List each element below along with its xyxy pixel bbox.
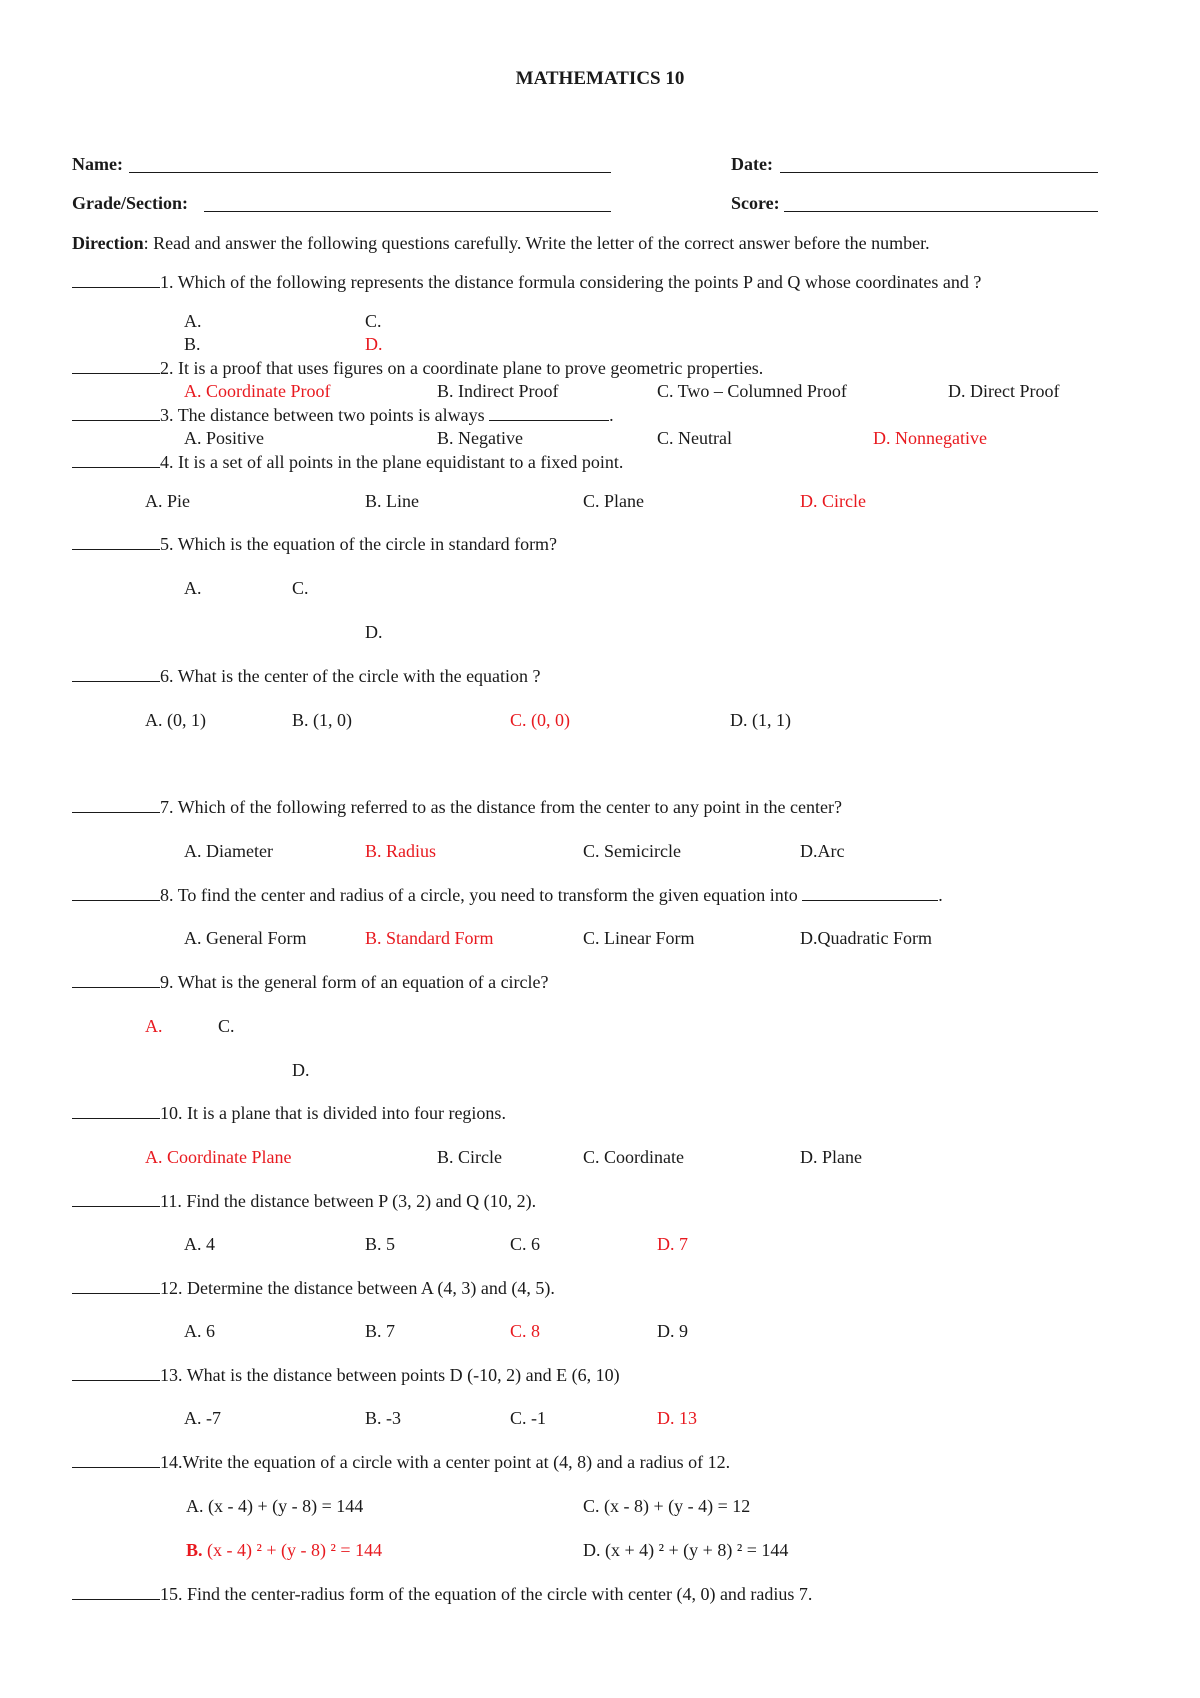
- option-14b[interactable]: B. (x - 4) ² + (y - 8) ² = 144: [186, 1540, 383, 1560]
- option-11b[interactable]: B. 5: [365, 1234, 396, 1254]
- option-7b[interactable]: B. Radius: [365, 841, 437, 861]
- question-4: 4. It is a set of all points in the plane equidistant to a fixed point.: [72, 451, 623, 473]
- option-6a[interactable]: A. (0, 1): [145, 710, 206, 730]
- option-5d[interactable]: D.: [365, 622, 383, 642]
- question-15: 15. Find the center-radius form of the equation of the circle with center (4, 0) and radius 7.: [72, 1583, 812, 1605]
- answer-blank-4[interactable]: [72, 467, 160, 468]
- option-10d[interactable]: D. Plane: [800, 1147, 862, 1167]
- answer-blank-15[interactable]: [72, 1599, 160, 1600]
- question-7: 7. Which of the following referred to as the distance from the center to any point in the center?: [72, 796, 842, 818]
- direction-text: : Read and answer the following questions carefully. Write the letter of the correct answer before the number.: [143, 233, 930, 253]
- score-label: Score:: [731, 193, 780, 213]
- option-9c[interactable]: C.: [218, 1016, 235, 1036]
- name-label: Name:: [72, 154, 123, 174]
- option-6b[interactable]: B. (1, 0): [292, 710, 352, 730]
- question-2: 2. It is a proof that uses figures on a coordinate plane to prove geometric properties.: [72, 357, 763, 379]
- option-2b[interactable]: B. Indirect Proof: [437, 381, 559, 401]
- page-title: MATHEMATICS 10: [515, 68, 685, 89]
- option-2c[interactable]: C. Two – Columned Proof: [657, 381, 847, 401]
- option-1d[interactable]: D.: [365, 334, 383, 354]
- answer-blank-14[interactable]: [72, 1467, 160, 1468]
- option-12d[interactable]: D. 9: [657, 1321, 688, 1341]
- option-3d[interactable]: D. Nonnegative: [873, 428, 987, 448]
- question-8: 8. To find the center and radius of a circle, you need to transform the given equation into .: [72, 884, 943, 906]
- grade-section-label: Grade/Section:: [72, 193, 188, 213]
- option-12b[interactable]: B. 7: [365, 1321, 396, 1341]
- fill-blank-8[interactable]: [802, 900, 938, 901]
- grade-section-field[interactable]: [204, 211, 611, 212]
- option-8b[interactable]: B. Standard Form: [365, 928, 494, 948]
- option-9a[interactable]: A.: [145, 1016, 163, 1036]
- option-6d[interactable]: D. (1, 1): [730, 710, 791, 730]
- answer-blank-2[interactable]: [72, 373, 160, 374]
- answer-blank-5[interactable]: [72, 549, 160, 550]
- answer-blank-1[interactable]: [72, 287, 160, 288]
- option-3a[interactable]: A. Positive: [184, 428, 265, 448]
- question-1: 1. Which of the following represents the distance formula considering the points P and Q whose coordinates and ?: [72, 271, 981, 293]
- question-12: 12. Determine the distance between A (4, 3) and (4, 5).: [72, 1277, 555, 1299]
- question-6: 6. What is the center of the circle with the equation ?: [72, 665, 541, 687]
- option-5c[interactable]: C.: [292, 578, 309, 598]
- option-4a[interactable]: A. Pie: [145, 491, 190, 511]
- option-4d[interactable]: D. Circle: [800, 491, 866, 511]
- option-10c[interactable]: C. Coordinate: [583, 1147, 684, 1167]
- answer-blank-6[interactable]: [72, 681, 160, 682]
- question-10: 10. It is a plane that is divided into four regions.: [72, 1102, 506, 1124]
- option-7d[interactable]: D.Arc: [800, 841, 845, 861]
- question-3: 3. The distance between two points is always .: [72, 404, 614, 426]
- name-field[interactable]: [129, 172, 611, 173]
- option-10b[interactable]: B. Circle: [437, 1147, 502, 1167]
- option-14c[interactable]: C. (x - 8) + (y - 4) = 12: [583, 1496, 751, 1516]
- answer-blank-7[interactable]: [72, 812, 160, 813]
- option-7a[interactable]: A. Diameter: [184, 841, 273, 861]
- option-4b[interactable]: B. Line: [365, 491, 419, 511]
- score-field[interactable]: [784, 211, 1098, 212]
- option-12c[interactable]: C. 8: [510, 1321, 541, 1341]
- question-14: 14.Write the equation of a circle with a center point at (4, 8) and a radius of 12.: [72, 1451, 730, 1473]
- option-10a[interactable]: A. Coordinate Plane: [145, 1147, 292, 1167]
- option-11a[interactable]: A. 4: [184, 1234, 215, 1254]
- option-13a[interactable]: A. -7: [184, 1408, 221, 1428]
- answer-blank-11[interactable]: [72, 1206, 160, 1207]
- option-1a[interactable]: A.: [184, 311, 202, 331]
- option-5a[interactable]: A.: [184, 578, 202, 598]
- option-13d[interactable]: D. 13: [657, 1408, 697, 1428]
- question-5: 5. Which is the equation of the circle in standard form?: [72, 533, 557, 555]
- option-7c[interactable]: C. Semicircle: [583, 841, 681, 861]
- option-11c[interactable]: C. 6: [510, 1234, 541, 1254]
- answer-blank-13[interactable]: [72, 1380, 160, 1381]
- question-11: 11. Find the distance between P (3, 2) and Q (10, 2).: [72, 1190, 536, 1212]
- answer-blank-12[interactable]: [72, 1293, 160, 1294]
- answer-blank-8[interactable]: [72, 900, 160, 901]
- option-14d[interactable]: D. (x + 4) ² + (y + 8) ² = 144: [583, 1540, 789, 1560]
- option-1c[interactable]: C.: [365, 311, 382, 331]
- date-label: Date:: [731, 154, 773, 174]
- option-11d[interactable]: D. 7: [657, 1234, 688, 1254]
- option-2a[interactable]: A. Coordinate Proof: [184, 381, 331, 401]
- option-8a[interactable]: A. General Form: [184, 928, 307, 948]
- answer-blank-10[interactable]: [72, 1118, 160, 1119]
- option-4c[interactable]: C. Plane: [583, 491, 644, 511]
- option-9d[interactable]: D.: [292, 1060, 310, 1080]
- option-14a[interactable]: A. (x - 4) + (y - 8) = 144: [186, 1496, 364, 1516]
- answer-blank-9[interactable]: [72, 987, 160, 988]
- question-13: 13. What is the distance between points D (-10, 2) and E (6, 10): [72, 1364, 620, 1386]
- option-13c[interactable]: C. -1: [510, 1408, 546, 1428]
- option-8c[interactable]: C. Linear Form: [583, 928, 695, 948]
- question-9: 9. What is the general form of an equation of a circle?: [72, 971, 549, 993]
- direction: [72, 232, 930, 254]
- option-13b[interactable]: B. -3: [365, 1408, 401, 1428]
- direction-label: Direction: [72, 233, 144, 253]
- option-8d[interactable]: D.Quadratic Form: [800, 928, 932, 948]
- option-6c[interactable]: C. (0, 0): [510, 710, 570, 730]
- option-1b[interactable]: B.: [184, 334, 201, 354]
- option-12a[interactable]: A. 6: [184, 1321, 215, 1341]
- date-field[interactable]: [780, 172, 1098, 173]
- answer-blank-3[interactable]: [72, 420, 160, 421]
- option-3c[interactable]: C. Neutral: [657, 428, 732, 448]
- option-2d[interactable]: D. Direct Proof: [948, 381, 1060, 401]
- fill-blank-3[interactable]: [489, 420, 609, 421]
- option-3b[interactable]: B. Negative: [437, 428, 523, 448]
